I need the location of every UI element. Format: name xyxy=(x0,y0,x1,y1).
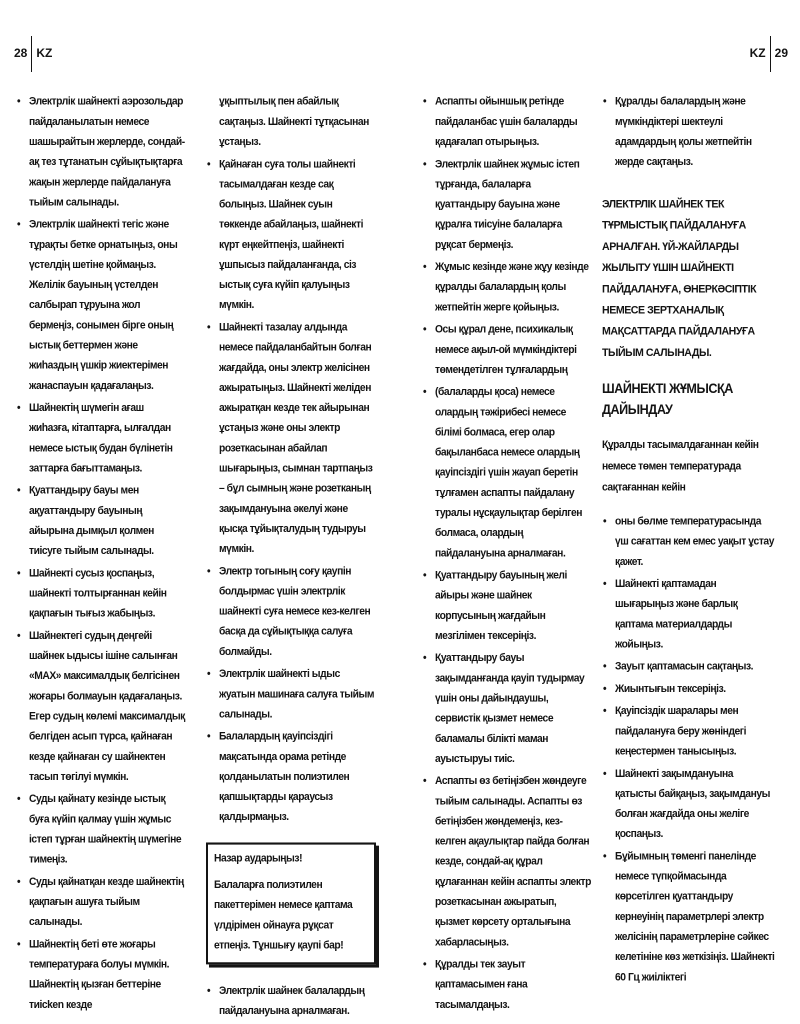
list-item: • Электр тогының соғу қаупін болдырмас үшін электрлік шайнекті суға немесе кез-келген басқа да сұйықтыққа салуға болмайды. xyxy=(206,562,376,663)
usage-warning: ЭЛЕКТРЛІК ШАЙНЕК ТЕК ТҰРМЫСТЫҚ ПАЙДАЛАНУҒА АРНАЛҒАН. ҮЙ-ЖАЙЛАРДЫ ЖЫЛЫТУ ҮШІН ШАЙНЕКТІ ПАЙДАЛАНУҒА, ӨНЕРКӘСІПТІК НЕМЕСЕ ЗЕРТХАНАЛЫҚ МАҚСАТТАРДА ПАЙДАЛАНУҒА ТЫЙЫМ САЛЫНАДЫ. xyxy=(602,198,757,360)
warning-title: Назар аударыңыз! xyxy=(214,853,303,865)
warning-text xyxy=(214,875,368,956)
list-item: • Жиынтығын тексеріңіз. xyxy=(602,679,776,699)
list-item: • Электрлік шайнек жұмыс істеп тұрғанда, балаларға қуаттандыру бауына және құралға тиісуіне балаларға рұқсат бермеңіз. xyxy=(422,155,592,256)
bullet-list xyxy=(422,92,592,1015)
list-item: • Қуаттандыру бауының желі айыры және шайнек корпусының жағдайын мезгілімен тексеріңіз. xyxy=(422,566,592,647)
page-number: 28 xyxy=(14,46,28,61)
sub-heading: Құралды тасымалдағаннан кейін немесе төмен температурада сақтағаннан кейін xyxy=(602,439,759,494)
list-item: • Зауыт қаптамасын сақтаңыз. xyxy=(602,657,776,677)
list-item: • Суды қайнатқан кезде шайнектің қақпағын ашуға тыйым салынады. xyxy=(16,872,186,932)
list-item: • Осы құрал дене, психикалық немесе ақыл-ой мүмкіндіктері төмендетілген тұлғалардың xyxy=(422,320,592,380)
bullet-list xyxy=(602,512,776,988)
list-item: • Жұмыс кезінде және жұу кезінде құралды балалардың қолы жетпейтін жерге қойыңыз. xyxy=(422,257,592,317)
list-item: • Шайнектің шүмегін ағаш жиһазға, кітаптарға, ылғалдан немесе ыстық будан бүлінетін заттарға бағыттамаңыз. xyxy=(16,398,186,479)
header-divider xyxy=(31,36,32,72)
section-heading: ШАЙНЕКТІ ЖҰМЫСҚА ДАЙЫНДАУ xyxy=(602,381,733,418)
list-item: • Аспапты өз бетіңізбен жөндеуге тыйым салынады. Аспапты өз бетіңізбен жөндемеңіз, кез-келген ақаулықтар пайда болған кезде, сондай-ақ құрал құлағаннан кейін аспапты электр розеткасынан ажыратып, қызмет көрсету орталығына хабарласыңыз. xyxy=(422,771,592,952)
list-item: • (балаларды қоса) немесе олардың тәжірибесі немесе білімі болмаса, егер олар бақыланбаса немесе олардың қауіпсіздігі үшін жауап беретін тұлғамен аспапты пайдалану туралы нұсқаулықтар берілген болмаса, олардың пайдалануына арналмаған. xyxy=(422,382,592,563)
page-number: 29 xyxy=(774,46,788,61)
list-item: • Электрлік шайнекті аэрозольдар пайдаланылатын немесе шашырайтын жерлерде, сондай-ақ тез тұтанатын сұйықтықтарға жақын жерлерде пайдалануға тыйым салынады. xyxy=(16,92,186,213)
list-item: • Шайнектің беті өте жоғары температураға болуы мүмкін. Шайнектің қызған беттеріне тиісken кезде xyxy=(16,935,186,1016)
list-item: • Қайнаған суға толы шайнекті тасымалдаған кезде сақ болыңыз. Шайнек суын төккенде абайлаңыз, шайнекті күрт еңкейтпеңіз, шайнекті ұшпысыз пайдаланғанда, сіз ыстық суға күйіп қалуыңыз мүмкін. xyxy=(206,155,376,316)
language-code: KZ xyxy=(749,46,766,61)
bullet-list xyxy=(16,92,186,1015)
header-divider xyxy=(770,36,771,72)
list-item: • Шайнектегі судың деңгейі шайнек ыдысы ішіне салынған «МАХ» максималдық белгісінен жоғары болмауын қадағалаңыз. Егер судың көлемі максималдық белгіден асып түрса, қайнаған кезде қайнаған су шайнектен тасып төгілуі мүмкін. xyxy=(16,626,186,787)
list-item: • Қуаттандыру бауы зақымданғанда қауіп тудырмау үшін оны дайындаушы, сервистік қызмет немесе баламалы білікті маман ауыстыруы тиіс. xyxy=(422,649,592,770)
list-item: • Суды қайнату кезінде ыстық буға күйіп қалмау үшін жұмыс істеп тұрған шайнектің шүмегіне тимеңіз. xyxy=(16,789,186,870)
list-item: • Шайнекті зақымдануына қатысты байқаңыз, зақымдануы болған жағдайда оны желіге қоспаңыз. xyxy=(602,764,776,845)
list-item: • Шайнекті сусыз қоспаңыз, шайнекті толтырғаннан кейін қақпағын тығыз жабыңыз. xyxy=(16,564,186,624)
bullet-list xyxy=(602,92,776,173)
list-item: • Балалардың қауіпсіздігі мақсатында орама ретінде қолданылатын полиэтилен қапшықтарды қараусыз қалдырмаңыз. xyxy=(206,727,376,828)
continued-text: ұқыптылық пен абайлық сақтаңыз. Шайнекті тұтқасынан ұстаңыз. xyxy=(219,96,369,149)
list-item: • Бұйымның төменгі панелінде немесе түпқоймасында көрсетілген қуаттандыру кернеуінің параметрлері электр желісінің параметрлеріне сәйкес келетініне көз жеткізіңіз. Шайнекті 60 Гц жиіліктегі xyxy=(602,847,776,988)
warning-box xyxy=(206,842,376,964)
list-item: • Қуаттандыру бауы мен ақуаттандыру бауының айырына дымқыл қолмен тиісуге тыйым салынады. xyxy=(16,481,186,562)
column-4 xyxy=(602,92,776,990)
bullet-list xyxy=(206,155,376,828)
page-number-right xyxy=(750,36,788,72)
list-item: • Электрлік шайнекті ыдыс жуатын машинаға салуға тыйым салынады. xyxy=(206,664,376,724)
list-item: • Шайнекті тазалау алдында немесе пайдаланбайтын болған жағдайда, оны электр желісінен ажыратыңыз. Шайнекті желіден ажыратқан кезде тек айырынан ұстаңыз және оны электр розеткасынан абайлап шығарыңыз, сымнан тартпаңыз – бұл сымның және розетканың зақымдануына әкелуі және қысқа тұйықталудың тудыруы мүмкін. xyxy=(206,318,376,560)
list-item: • оны бөлме температурасында үш сағаттан кем емес уақыт ұстау қажет. xyxy=(602,512,776,572)
list-item: • Электрлік шайнекті тегіс және тұрақты бетке орнатыңыз, оны үстелдің шетіне қоймаңыз. Желілік бауының үстелден салбырап тұруына жол бермеңіз, сонымен бірге оның ыстық беттермен және жиһаздың үшкір жиектерімен жанаспауын қадағалаңыз. xyxy=(16,215,186,396)
list-item: • Электрлік шайнек балалардың пайдалануына арналмаған. xyxy=(206,981,376,1021)
list-item: • Аспапты ойыншық ретінде пайдаланбас үшін балаларды қадағалап отырыңыз. xyxy=(422,92,592,152)
column-2 xyxy=(206,92,376,1024)
warning-body: Балаларға полиэтилен пакеттерімен немесе қаптама үлдірімен ойнауға рұқсат етпеңіз. xyxy=(214,879,353,952)
column-1 xyxy=(16,92,186,1017)
warning-emphasis: Тұншығу қаупі бар! xyxy=(252,939,344,952)
page-number-left xyxy=(14,36,52,72)
list-item: • Қауіпсіздік шаралары мен пайдалануға беру жөніндегі кеңестермен танысыңыз. xyxy=(602,701,776,761)
list-item: • Шайнекті қаптамадан шығарыңыз және барлық қаптама материалдарды жойыңыз. xyxy=(602,574,776,655)
list-item: • Құралды тек зауыт қаптамасымен ғана тасымалдаңыз. xyxy=(422,955,592,1015)
column-3 xyxy=(422,92,592,1017)
language-code: KZ xyxy=(36,46,53,61)
list-item: • Құралды балалардың және мүмкіндіктері шектеулі адамдардың қолы жетпейтін жерде сақтаңыз. xyxy=(602,92,776,173)
bullet-list xyxy=(206,981,376,1021)
